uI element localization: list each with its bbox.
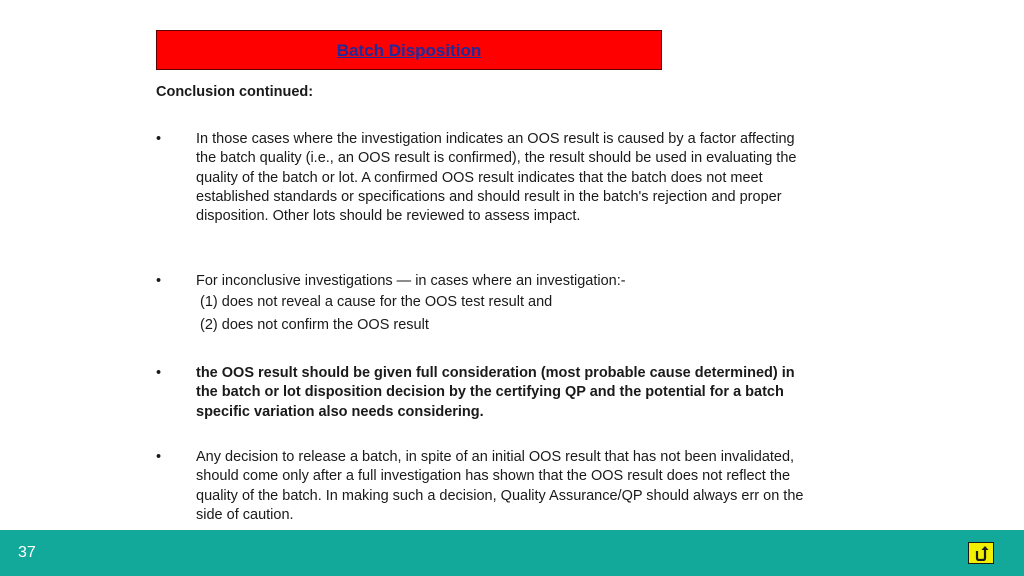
- slide-title: Batch Disposition: [336, 41, 482, 60]
- bullet-marker: •: [156, 273, 162, 289]
- bullet-marker: •: [156, 449, 162, 465]
- title-banner: [156, 30, 662, 70]
- return-arrow-icon: [973, 545, 989, 561]
- bullet-marker: •: [156, 131, 162, 147]
- bullet-text: the OOS result should be given full consideration (most probable cause determined) in the batch or lot disposition decision by the certifying QP and the potential for a batch specific variation also needs considering.: [196, 365, 795, 420]
- bullet-text: Any decision to release a batch, in spite of an initial OOS result that has not been invalidated, should come only after a full investigation has shown that the OOS result does not reflect the quality of the batch. In making such a decision, Quality Assurance/QP should always err on the side of caution.: [196, 449, 804, 523]
- bullet-text: For inconclusive investigations — in cases where an investigation:-: [196, 273, 626, 289]
- sub-item-1: (1) does not reveal a cause for the OOS test result and: [200, 294, 553, 311]
- bullet-text: In those cases where the investigation indicates an OOS result is caused by a factor affecting the batch quality (i.e., an OOS result is confirmed), the result should be used in evaluating the quality of the batch or lot. A confirmed OOS result indicates that the batch does not meet established standards or specifications and should result in the batch's rejection and proper disposition. Other lots should be reviewed to assess impact.: [196, 131, 797, 225]
- bullet-marker: •: [156, 365, 162, 381]
- slide-number: 37: [18, 544, 36, 561]
- return-button[interactable]: [968, 542, 994, 564]
- sub-item-2: (2) does not confirm the OOS result: [200, 317, 429, 334]
- footer-bar: [0, 530, 1024, 576]
- section-subtitle: Conclusion continued:: [156, 84, 314, 100]
